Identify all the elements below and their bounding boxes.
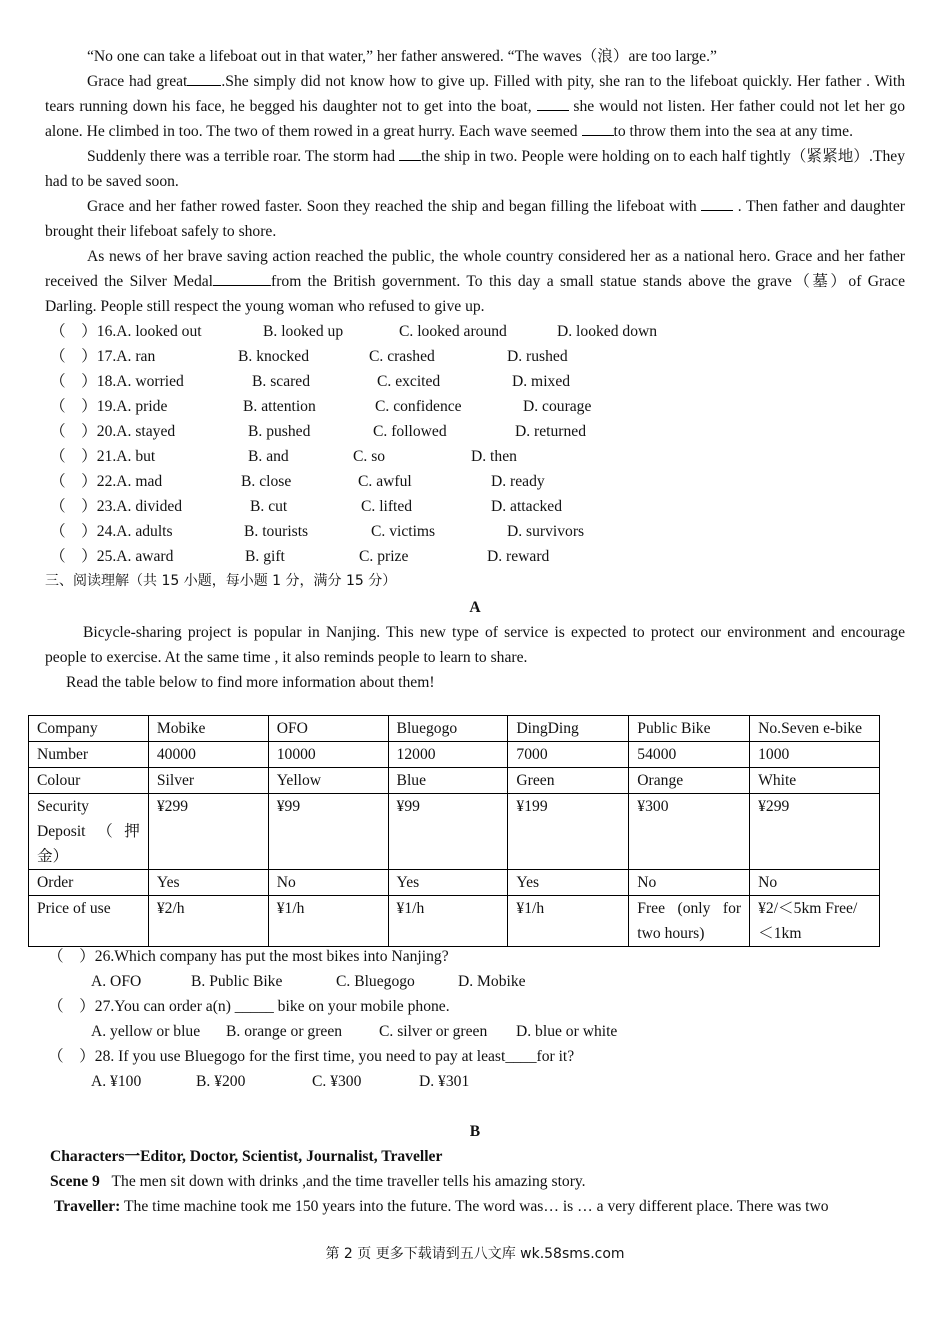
- table-cell: Green: [508, 768, 629, 794]
- table-header-row: [29, 716, 880, 742]
- table-cell: Silver: [148, 768, 268, 794]
- scene-line: Scene 9 The men sit down with drinks ,and the time traveller tells his amazing story.: [50, 1173, 586, 1190]
- table-cell: No: [268, 870, 388, 896]
- table-cell: ¥299: [148, 794, 268, 870]
- blank-18: [537, 96, 569, 111]
- table-cell: Orange: [629, 768, 750, 794]
- question-17: （ ）17.A. ran B. knocked C. crashed D. rushed: [50, 348, 568, 365]
- table-row: [29, 742, 880, 768]
- table-cell: Security Deposit（押金）: [29, 794, 149, 870]
- characters-line: Characters一Editor, Doctor, Scientist, Journalist, Traveller: [50, 1148, 443, 1165]
- table-cell: ¥199: [508, 794, 629, 870]
- passage: [45, 44, 905, 695]
- question-21: （ ）21.A. but B. and C. so D. then: [50, 448, 517, 465]
- table-cell: Blue: [388, 768, 508, 794]
- table-row: [29, 896, 880, 947]
- table-cell: 1000: [750, 742, 880, 768]
- table-cell: ¥2/＜5km Free/＜1km: [750, 896, 880, 947]
- table-intro: Read the table below to find more information about them!: [66, 674, 435, 691]
- table-cell: Yes: [388, 870, 508, 896]
- cloze-options: [45, 319, 905, 569]
- paragraph-1: “No one can take a lifeboat out in that water,” her father answered. “The waves（浪）are too large.”: [87, 48, 717, 65]
- table-cell: ¥1/h: [388, 896, 508, 947]
- question-25: （ ）25.A. award B. gift C. prize D. reward: [50, 548, 550, 565]
- header-cell: Mobike: [148, 716, 268, 742]
- table-cell: Colour: [29, 768, 149, 794]
- table-cell: 54000: [629, 742, 750, 768]
- paragraph-5: As news of her brave saving action reached the public, the whole country considered her as a national hero. Grace and her father received the Silver Medal from the British government. To this day a small statue stands above the grave（墓）of Grace Darling. People still respect the young woman who refused to give up.: [45, 248, 905, 315]
- table-cell: No: [629, 870, 750, 896]
- table-row: [29, 870, 880, 896]
- table-row: [29, 768, 880, 794]
- table-cell: Price of use: [29, 896, 149, 947]
- table-cell: 7000: [508, 742, 629, 768]
- question-22: （ ）22.A. mad B. close C. awful D. ready: [50, 473, 545, 490]
- table-cell: Yellow: [268, 768, 388, 794]
- part-a-label: A: [469, 599, 481, 616]
- header-cell: Public Bike: [629, 716, 750, 742]
- table-cell: ¥299: [750, 794, 880, 870]
- header-cell: DingDing: [508, 716, 629, 742]
- table-cell: Number: [29, 742, 149, 768]
- table-cell: ¥300: [629, 794, 750, 870]
- question-16: （ ）16.A. looked out B. looked up C. looked around D. looked down: [50, 323, 658, 340]
- paragraph-3: Suddenly there was a terrible roar. The storm had the ship in two. People were holding on to each half tightly（紧紧地）.They had to be saved soon.: [45, 148, 905, 190]
- blank-24: [701, 196, 733, 211]
- table-cell: 12000: [388, 742, 508, 768]
- table-cell: Order: [29, 870, 149, 896]
- part-b-label: B: [469, 1123, 481, 1140]
- speaker-label: Traveller:: [54, 1198, 121, 1215]
- table-row: [29, 794, 880, 870]
- question-19: （ ）19.A. pride B. attention C. confidence D. courage: [50, 398, 592, 415]
- paragraph-2: Grace had great .She simply did not know how to give up. Filled with pity, she ran to the lifeboat quickly. Her father . With tears running down his face, he begged his daughter not to get into the boat, she would not listen. Her father could not let her go alone. He climbed in too. The two of them rowed in a great hurry. Each wave seemed to throw them into the sea at any time.: [45, 73, 906, 140]
- table-cell: White: [750, 768, 880, 794]
- section-title: 三、阅读理解（共 15 小题，每小题 1 分，满分 15 分）: [45, 573, 397, 589]
- blank-25: [213, 271, 271, 286]
- traveller-line: Traveller: The time machine took me 150 years into the future. The word was… is … a very different place. There was two: [54, 1198, 829, 1215]
- paragraph-4: Grace and her father rowed faster. Soon they reached the ship and began filling the lifeboat with . Then father and daughter brought their lifeboat safely to shore.: [45, 198, 905, 240]
- bike-sharing-table: [28, 715, 880, 947]
- blank-19: [582, 121, 614, 136]
- blank-23: [399, 146, 421, 161]
- question-23: （ ）23.A. divided B. cut C. lifted D. attacked: [50, 498, 563, 515]
- table-cell: ¥99: [268, 794, 388, 870]
- table-cell: No: [750, 870, 880, 896]
- blank-16: [187, 71, 221, 86]
- header-cell: No.Seven e-bike: [750, 716, 880, 742]
- part-a-intro: Bicycle-sharing project is popular in Nanjing. This new type of service is expected to protect our environment and encourage people to exercise. At the same time , it also reminds people to learn to share.: [45, 624, 905, 666]
- scene-label: Scene 9: [50, 1173, 100, 1190]
- header-cell: OFO: [268, 716, 388, 742]
- header-cell: Bluegogo: [388, 716, 508, 742]
- part-b: [45, 1119, 905, 1219]
- page-footer: 第 2 页 更多下载请到五八文库 wk.58sms.com: [325, 1246, 625, 1262]
- table-cell: 10000: [268, 742, 388, 768]
- question-20: （ ）20.A. stayed B. pushed C. followed D. returned: [50, 423, 587, 440]
- header-cell: Company: [29, 716, 149, 742]
- table-cell: Free (only for two hours): [629, 896, 750, 947]
- table-cell: Yes: [148, 870, 268, 896]
- table-cell: ¥1/h: [508, 896, 629, 947]
- table-cell: Yes: [508, 870, 629, 896]
- table-cell: ¥2/h: [148, 896, 268, 947]
- table-cell: ¥1/h: [268, 896, 388, 947]
- question-18: （ ）18.A. worried B. scared C. excited D. mixed: [50, 373, 571, 390]
- question-24: （ ）24.A. adults B. tourists C. victims D. survivors: [50, 523, 585, 540]
- table-cell: ¥99: [388, 794, 508, 870]
- table-cell: 40000: [148, 742, 268, 768]
